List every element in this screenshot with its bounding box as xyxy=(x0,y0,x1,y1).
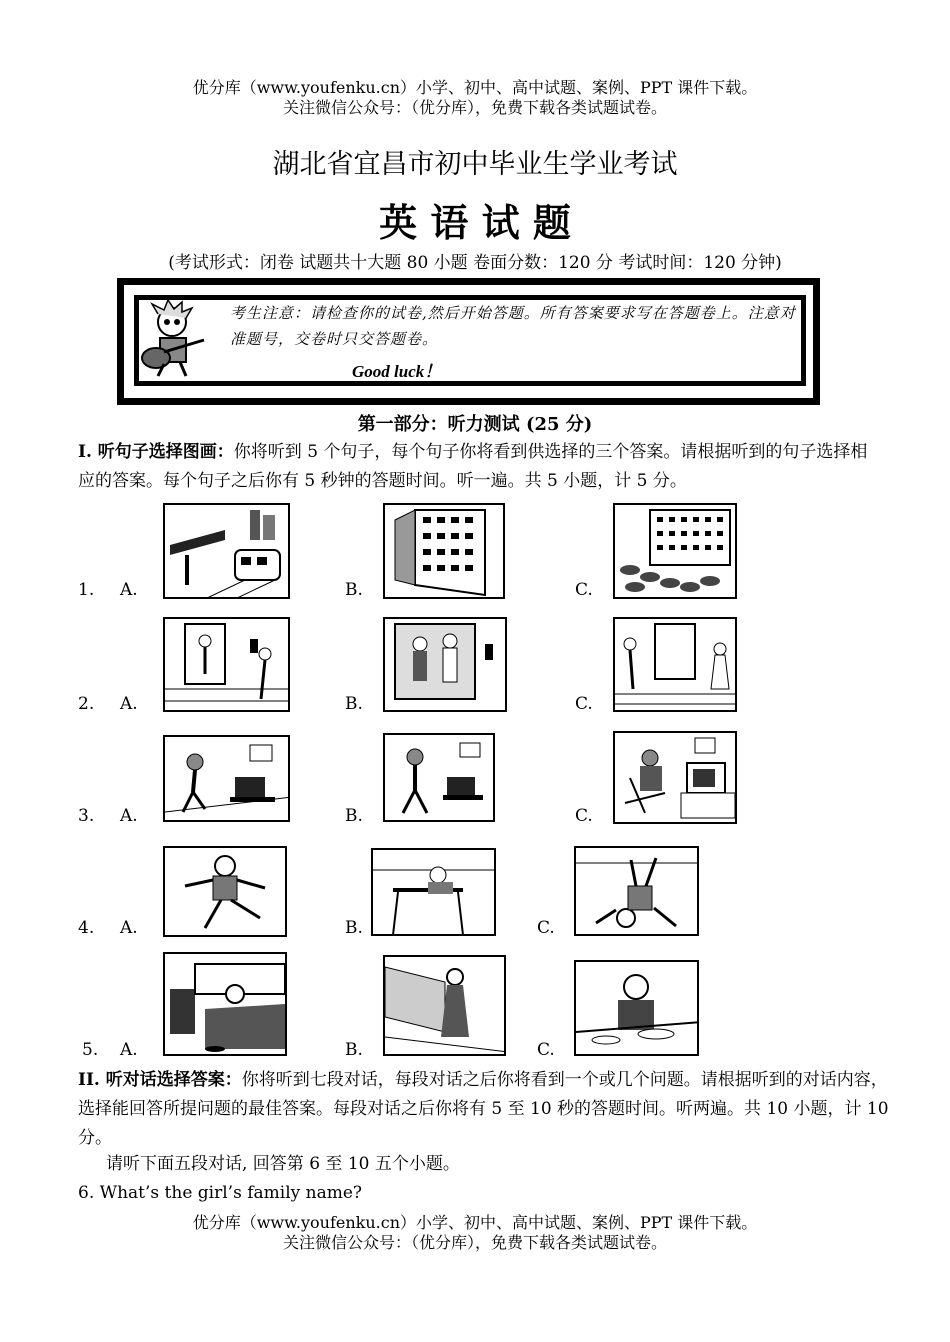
question-3-option-a: A. xyxy=(120,806,138,826)
section-1-text: 你将听到 5 个句子，每个句子你将看到供选择的三个答案。请根据听到的句子选择相应的答案。每个句子之后你有 5 秒钟的答题时间。听一遍。共 5 小题，计 5 分。 xyxy=(78,442,868,491)
good-luck-text: Good luck！ xyxy=(352,362,442,381)
exam-title: 湖北省宜昌市初中毕业生学业考试 xyxy=(272,149,678,180)
q3-b-dancing-man-radio-picture xyxy=(383,733,495,822)
q4-b-boy-hurdle-picture xyxy=(371,848,496,936)
header-line-1: 优分库（www.youfenku.cn）小学、初中、高中试题、案例、PPT 课件下载。 xyxy=(192,78,758,97)
question-3-number: 3. xyxy=(78,806,95,826)
question-4-option-a: A. xyxy=(120,918,138,938)
question-4-option-b: B. xyxy=(345,918,363,938)
footer-line-1: 优分库（www.youfenku.cn）小学、初中、高中试题、案例、PPT 课件下载。 xyxy=(192,1213,758,1232)
exam-info: (考试形式：闭卷 试题共十大题 80 小题 卷面分数：120 分 考试时间：120 分钟) xyxy=(168,253,782,273)
question-5-number: 5. xyxy=(82,1040,99,1060)
section-1-instructions xyxy=(78,438,878,496)
question-2-number: 2. xyxy=(78,694,95,714)
question-3-option-b: B. xyxy=(345,806,363,826)
q2-c-hallway-people-picture xyxy=(613,617,737,712)
q2-b-elevator-couple-picture xyxy=(383,617,507,712)
question-2-option-a: A. xyxy=(120,694,138,714)
q5-a-woman-in-bed-picture xyxy=(163,952,287,1056)
cartoon-guitar-icon xyxy=(134,300,210,378)
q2-a-elevator-people-picture xyxy=(163,617,290,712)
q3-a-dancing-man-radio-picture xyxy=(163,735,290,822)
q4-a-running-boy-picture xyxy=(163,846,287,937)
question-5-option-c: C. xyxy=(537,1040,555,1060)
question-6-text: 6. What’s the girl’s family name? xyxy=(78,1183,363,1203)
question-1-option-b: B. xyxy=(345,580,363,600)
q4-c-boy-falling-picture xyxy=(574,846,699,936)
q5-b-woman-walking-picture xyxy=(383,955,506,1056)
header-line-2: 关注微信公众号：（优分库），免费下载各类试题试卷。 xyxy=(282,98,667,117)
question-5-option-a: A. xyxy=(120,1040,138,1060)
exam-subject: 英 语 试 题 xyxy=(379,201,571,245)
section-2-instruction-line: 请听下面五段对话, 回答第 6 至 10 五个小题。 xyxy=(106,1154,460,1174)
question-2-option-c: C. xyxy=(575,694,593,714)
question-1-option-c: C. xyxy=(575,580,593,600)
question-1-option-a: A. xyxy=(120,580,138,600)
section-1-label: I. 听句子选择图画： xyxy=(78,442,234,462)
question-3-option-c: C. xyxy=(575,806,593,826)
question-4-number: 4. xyxy=(78,918,95,938)
q1-b-building-picture xyxy=(383,503,505,599)
section-2-text: 你将听到七段对话，每段对话之后你将看到一个或几个问题。请根据听到的对话内容，选择能回答所提问题的最佳答案。每段对话之后你将有 5 至 10 秒的答题时间。听两遍。共 10 小题，计 10 分。 xyxy=(78,1070,889,1148)
q1-c-building-parking-picture xyxy=(613,503,737,599)
q5-c-woman-eating-picture xyxy=(574,960,699,1056)
q3-c-man-watching-tv-picture xyxy=(613,731,737,824)
section-2-instructions xyxy=(78,1066,893,1153)
footer-line-2: 关注微信公众号：（优分库），免费下载各类试题试卷。 xyxy=(282,1233,667,1252)
question-5-option-b: B. xyxy=(345,1040,363,1060)
section-2-label: II. 听对话选择答案： xyxy=(78,1070,242,1090)
q1-a-train-station-picture xyxy=(163,503,290,599)
notice-text: 考生注意：请检查你的试卷,然后开始答题。所有答案要求写在答题卷上。注意对准题号，交卷时只交答题卷。 xyxy=(230,304,796,348)
question-4-option-c: C. xyxy=(537,918,555,938)
question-1-number: 1. xyxy=(78,580,95,600)
part1-heading: 第一部分：听力测试 (25 分) xyxy=(357,414,593,435)
question-2-option-b: B. xyxy=(345,694,363,714)
